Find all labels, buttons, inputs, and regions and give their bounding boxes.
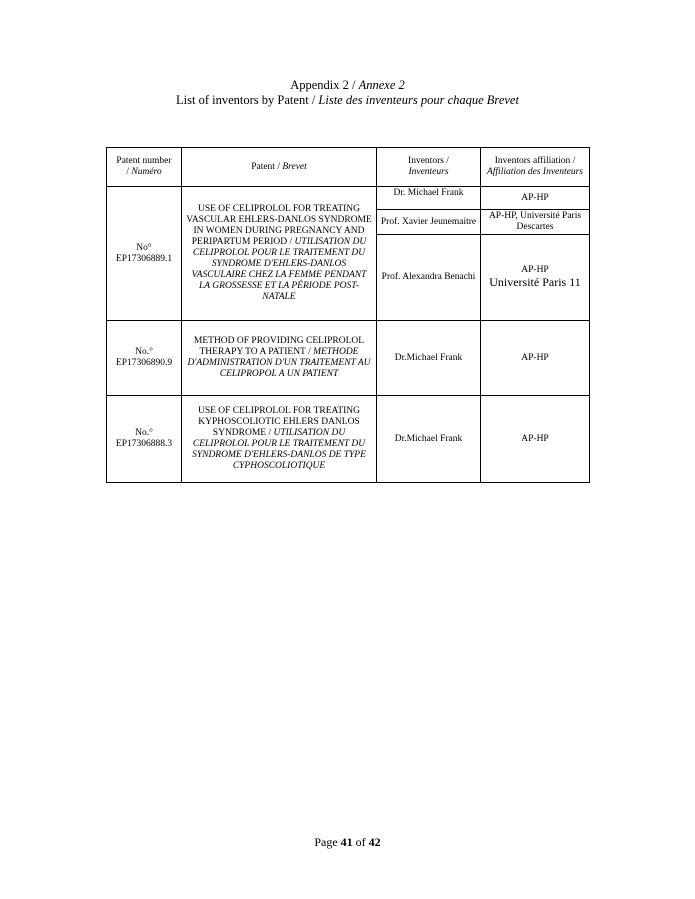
appendix-title-fr: Annexe 2	[358, 78, 405, 92]
affiliation-cell: AP-HP	[481, 321, 590, 396]
header-affiliation: Inventors affiliation / Affiliation des Inventeurs	[481, 148, 590, 187]
table-row	[107, 187, 590, 210]
patent-number-cell: No.° EP17306890.9	[107, 321, 182, 396]
affiliation-cell: AP-HP	[481, 187, 590, 210]
table-row	[107, 321, 590, 396]
header-patent: Patent / Brevet	[182, 148, 377, 187]
inventor-cell: Dr.Michael Frank	[377, 396, 481, 483]
inventor-cell: Dr. Michael Frank	[377, 187, 481, 210]
list-title-separator: /	[308, 93, 319, 107]
appendix-title-en: Appendix 2	[290, 78, 349, 92]
affiliation-cell: AP-HP Université Paris 11	[481, 235, 590, 321]
list-title-fr: Liste des inventeurs pour chaque Brevet	[318, 93, 519, 107]
current-page-number: 41	[340, 835, 353, 849]
patent-title-cell: USE OF CELIPROLOL FOR TREATING VASCULAR EHLERS-DANLOS SYNDROME IN WOMEN DURING PREGNANCY AND PERIPARTUM PERIOD / UTILISATION DU CELIPROLOL POUR LE TRAITEMENT DU SYNDROME D'EHLERS-DANLOS VASCULAIRE CHEZ LA FEMME PENDANT LA GROSSESSE ET LA PÉRIODE POST-NATALE	[182, 187, 377, 321]
header-inventors: Inventors / Inventeurs	[377, 148, 481, 187]
patent-title-cell: METHOD OF PROVIDING CELIPROLOL THERAPY TO A PATIENT / METHODE D'ADMINISTRATION D'UN TRAITEMENT AU CELIPROPOL A UN PATIENT	[182, 321, 377, 396]
list-title	[0, 93, 695, 108]
table-row	[107, 396, 590, 483]
inventor-cell: Prof. Alexandra Benachi	[377, 235, 481, 321]
patent-number-cell: No.° EP17306888.3	[107, 396, 182, 483]
appendix-title-separator: /	[348, 78, 359, 92]
patent-title-cell: USE OF CELIPROLOL FOR TREATING KYPHOSCOLIOTIC EHLERS DANLOS SYNDROME / UTILISATION DU CELIPROLOL POUR LE TRAITEMENT DU SYNDROME D'EHLERS-DANLOS DE TYPE CYPHOSCOLIOTIQUE	[182, 396, 377, 483]
list-title-en: List of inventors by Patent	[176, 93, 309, 107]
total-page-number: 42	[368, 835, 381, 849]
page-footer: Page 41 of 42	[314, 835, 381, 849]
header-patent-number: Patent number / Numéro	[107, 148, 182, 187]
inventors-table	[106, 147, 590, 483]
affiliation-cell: AP-HP	[481, 396, 590, 483]
appendix-title	[0, 78, 695, 93]
inventor-cell: Prof. Xavier Jeunemaitre	[377, 210, 481, 235]
affiliation-cell: AP-HP, Université Paris Descartes	[481, 210, 590, 235]
inventor-cell: Dr.Michael Frank	[377, 321, 481, 396]
patent-number-cell: No° EP17306889.1	[107, 187, 182, 321]
document-header	[0, 78, 695, 108]
table-header-row	[107, 148, 590, 187]
